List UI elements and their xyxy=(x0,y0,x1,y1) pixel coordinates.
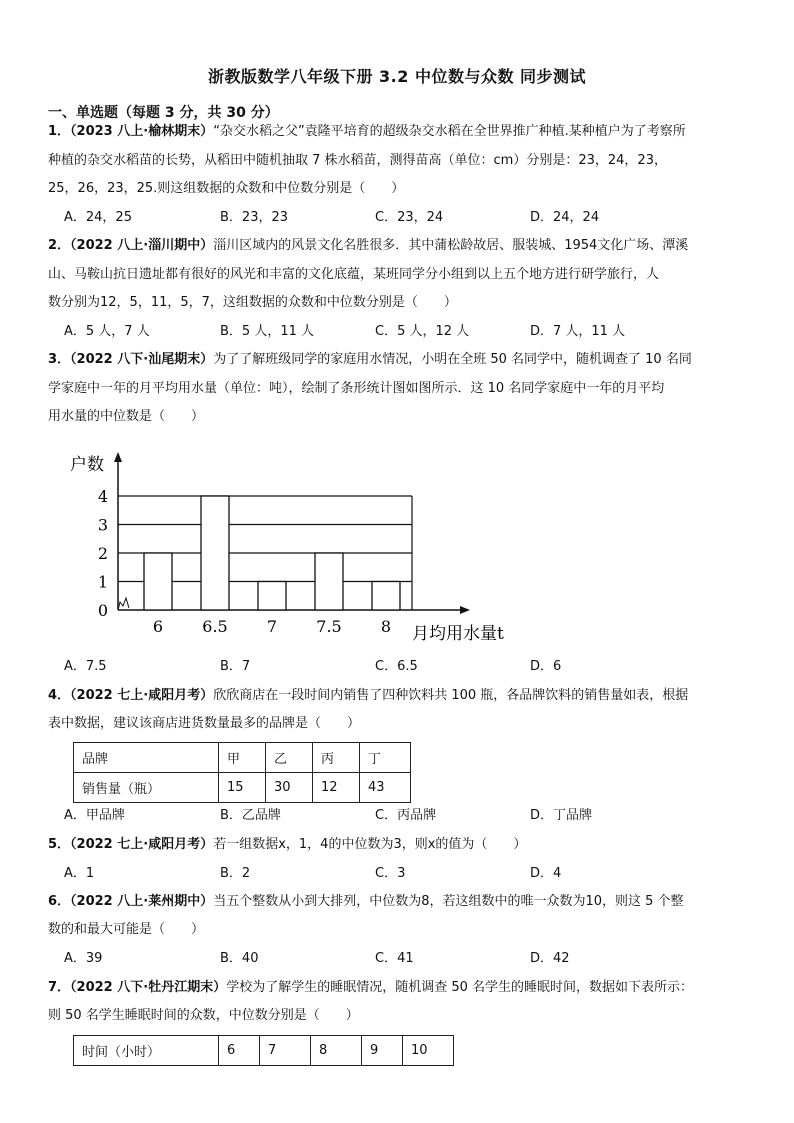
q5-option-c[interactable]: C．3 xyxy=(375,866,406,881)
q2-line-2: 山、马鞍山抗日遗址都有很好的风光和丰富的文化底蕴，某班同学分小组到以上五个地方进行研学旅行，人 xyxy=(48,267,660,282)
q5-option-b[interactable]: B．2 xyxy=(220,866,251,881)
q1-text: “杂交水稻之父”袁隆平培育的超级杂交水稻在全世界推广种植.某种植户为了考察所 xyxy=(213,124,686,139)
y-axis-label: 户数 xyxy=(70,455,104,475)
q4-option-c[interactable]: C．丙品牌 xyxy=(375,808,437,823)
x-tick-labels xyxy=(153,617,391,636)
q4-line-1 xyxy=(48,686,688,706)
q3-number: 3． xyxy=(48,352,71,367)
bar-7.5 xyxy=(315,553,343,610)
y-tick-label: 0 xyxy=(97,601,108,620)
table-cell: 销售量（瓶） xyxy=(74,773,219,803)
q2-option-a[interactable]: A．5 人，7 人 xyxy=(64,324,150,339)
q2-option-d[interactable]: D．7 人，11 人 xyxy=(530,324,626,339)
q3-line-3: 用水量的中位数是（ ） xyxy=(48,409,205,424)
q2-option-c[interactable]: C．5 人，12 人 xyxy=(375,324,470,339)
q4-option-d[interactable]: D．丁品牌 xyxy=(530,808,593,823)
q6-option-b[interactable]: B．40 xyxy=(220,951,259,966)
q1-line-2: 种植的杂交水稻苗的长势，从稻田中随机抽取 7 株水稻苗，测得苗高（单位：cm）分别是：23，24，23， xyxy=(48,153,667,168)
q4-sales-table xyxy=(73,742,411,803)
table-cell: 43 xyxy=(360,773,411,803)
table-cell: 品牌 xyxy=(74,743,219,773)
q4-option-b[interactable]: B．乙品牌 xyxy=(220,808,281,823)
y-tick-label: 2 xyxy=(97,544,108,563)
q3-option-d[interactable]: D．6 xyxy=(530,659,562,674)
bar-8 xyxy=(372,582,400,611)
y-tick-label: 4 xyxy=(97,487,108,506)
q2-option-b[interactable]: B．5 人，11 人 xyxy=(220,324,314,339)
table-cell: 7 xyxy=(260,1036,311,1066)
table-cell: 10 xyxy=(403,1036,454,1066)
q5-source: （2022 七上·咸阳月考） xyxy=(70,837,214,852)
bar-6.5 xyxy=(201,496,229,610)
q2-line-1 xyxy=(48,236,688,256)
section-heading: 一、单选题（每题 3 分，共 30 分） xyxy=(48,105,279,121)
q3-option-a[interactable]: A．7.5 xyxy=(64,659,107,674)
q4-line-2: 表中数据，建议该商店进货数量最多的品牌是（ ） xyxy=(48,716,361,731)
y-tick-label: 3 xyxy=(97,515,108,535)
x-axis-label: 月均用水量t xyxy=(412,624,504,644)
q6-option-c[interactable]: C．41 xyxy=(375,951,414,966)
table-cell: 乙 xyxy=(266,743,313,773)
q1-line-1 xyxy=(48,122,686,142)
q2-source: （2022 八上·淄川期中） xyxy=(70,238,214,253)
x-tick-label: 6 xyxy=(152,617,164,636)
q1-option-d[interactable]: D．24，24 xyxy=(530,210,600,225)
q7-sleep-table xyxy=(73,1035,454,1066)
table-cell: 时间（小时） xyxy=(74,1036,219,1066)
q5-text: 若一组数据x，1，4的中位数为3，则x的值为（ ） xyxy=(213,837,527,852)
q6-number: 6． xyxy=(48,894,71,909)
q5-option-a[interactable]: A．1 xyxy=(64,866,95,881)
q7-source: （2022 八下·牡丹江期末） xyxy=(70,980,227,995)
q1-source: （2023 八上·榆林期末） xyxy=(70,124,214,139)
x-tick-label: 7 xyxy=(266,617,278,636)
y-axis-arrow xyxy=(114,452,122,462)
q2-number: 2． xyxy=(48,238,71,253)
bar-6 xyxy=(144,553,172,610)
table-cell: 15 xyxy=(219,773,266,803)
q6-line-2: 数的和最大可能是（ ） xyxy=(48,922,205,937)
q6-option-d[interactable]: D．42 xyxy=(530,951,570,966)
y-tick-labels xyxy=(98,487,108,620)
table-cell: 6 xyxy=(219,1036,260,1066)
table-cell: 8 xyxy=(311,1036,362,1066)
q7-text: 学校为了解学生的睡眠情况，随机调查 50 名学生的睡眠时间，数据如下表所示： xyxy=(226,980,694,995)
q3-line-1 xyxy=(48,350,692,370)
q4-number: 4． xyxy=(48,688,71,703)
q4-option-a[interactable]: A．甲品牌 xyxy=(64,808,125,823)
table-cell: 30 xyxy=(266,773,313,803)
x-tick-label: 7.5 xyxy=(316,617,342,636)
q6-option-a[interactable]: A．39 xyxy=(64,951,103,966)
bar-7 xyxy=(258,582,286,611)
q5-option-d[interactable]: D．4 xyxy=(530,866,562,881)
q3-option-b[interactable]: B．7 xyxy=(220,659,251,674)
x-axis-arrow xyxy=(460,606,470,614)
q1-option-c[interactable]: C．23，24 xyxy=(375,210,444,225)
q1-line-3: 25，26，23，25.则这组数据的众数和中位数分别是（ ） xyxy=(48,181,405,196)
table-cell: 12 xyxy=(313,773,360,803)
q4-text: 欣欣商店在一段时间内销售了四种饮料共 100 瓶，各品牌饮料的销售量如表，根据 xyxy=(213,688,689,703)
q7-line-1 xyxy=(48,978,693,998)
q6-text: 当五个整数从小到大排列，中位数为8，若这组数中的唯一众数为10，则这 5 个整 xyxy=(213,894,684,909)
q6-source: （2022 八上·莱州期中） xyxy=(70,894,214,909)
table-cell: 甲 xyxy=(219,743,266,773)
q4-source: （2022 七上·咸阳月考） xyxy=(70,688,214,703)
table-cell: 9 xyxy=(362,1036,403,1066)
x-tick-label: 6.5 xyxy=(202,617,228,636)
q3-option-c[interactable]: C．6.5 xyxy=(375,659,418,674)
table-cell: 丁 xyxy=(360,743,411,773)
q1-option-a[interactable]: A．24，25 xyxy=(64,210,132,225)
q7-line-2: 则 50 名学生睡眠时间的众数，中位数分别是（ ） xyxy=(48,1008,359,1023)
q5-line-1 xyxy=(48,835,526,855)
table-cell: 丙 xyxy=(313,743,360,773)
q1-number: 1． xyxy=(48,124,71,139)
x-tick-label: 8 xyxy=(380,617,392,636)
q5-number: 5． xyxy=(48,837,71,852)
q3-text: 为了了解班级同学的家庭用水情况，小明在全班 50 名同学中，随机调查了 10 名同 xyxy=(213,352,692,367)
q2-line-3: 数分别为12，5，11，5，7，这组数据的众数和中位数分别是（ ） xyxy=(48,295,457,310)
table-row xyxy=(74,743,411,773)
q1-option-b[interactable]: B．23，23 xyxy=(220,210,289,225)
axis-break xyxy=(118,598,129,610)
q3-source: （2022 八下·汕尾期末） xyxy=(70,352,214,367)
water-usage-bar-chart xyxy=(60,446,530,652)
page-title: 浙教版数学八年级下册 3.2 中位数与众数 同步测试 xyxy=(207,67,587,86)
q6-line-1 xyxy=(48,892,684,912)
table-row xyxy=(74,773,411,803)
q2-text: 淄川区域内的风景文化名胜很多．其中蒲松龄故居、服装城、1954文化广场、潭溪 xyxy=(213,238,689,253)
table-row xyxy=(74,1036,454,1066)
y-tick-label: 1 xyxy=(97,572,108,592)
q3-line-2: 学家庭中一年的月平均用水量（单位：吨），绘制了条形统计图如图所示．这 10 名同学家庭中一年的月平均 xyxy=(48,381,665,396)
q7-number: 7． xyxy=(48,980,71,995)
